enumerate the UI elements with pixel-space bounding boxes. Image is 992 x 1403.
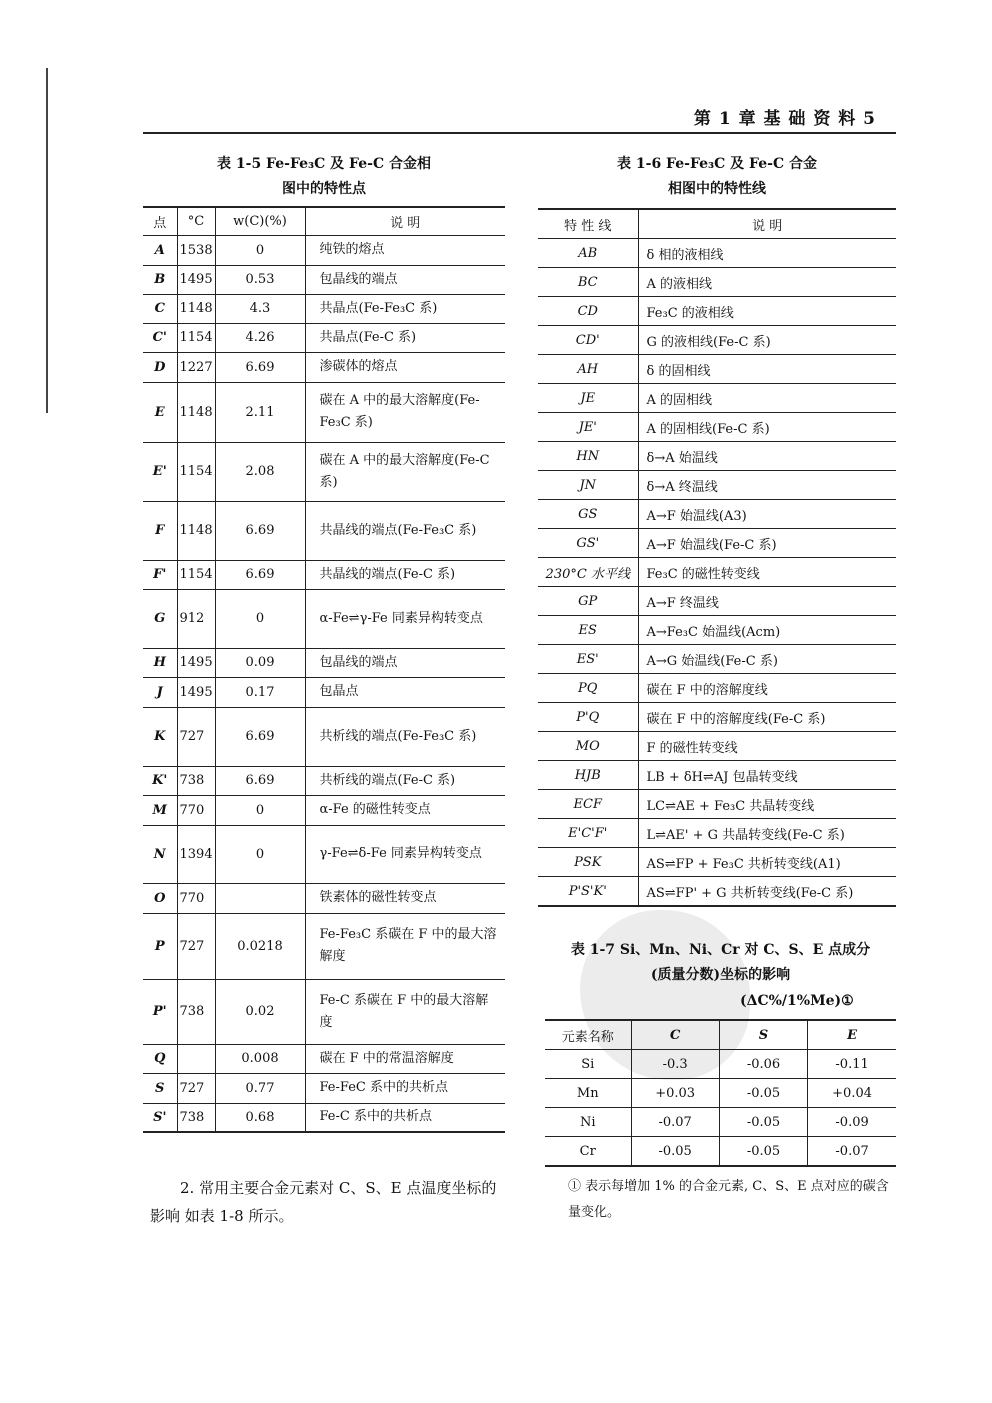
table-row — [538, 703, 896, 732]
table-row — [538, 355, 896, 384]
cell-c: -0.07 — [631, 1108, 719, 1137]
cell-element: Si — [581, 1056, 595, 1072]
cell-line: JN — [579, 477, 597, 493]
cell-description: A 的固相线(Fe-C 系) — [638, 413, 896, 442]
table-row — [143, 1044, 505, 1073]
cell-temp: 1227 — [177, 352, 215, 382]
cell-line: JE — [580, 390, 596, 406]
cell-carbon: 2.08 — [215, 442, 305, 501]
cell-description: AS⇌FP' + G 共析转变线(Fe-C 系) — [638, 877, 896, 907]
table-row — [538, 587, 896, 616]
cell-description: A→Fe₃C 始温线(Acm) — [638, 616, 896, 645]
cell-line: GS' — [576, 535, 600, 551]
cell-carbon: 0.008 — [215, 1044, 305, 1073]
table-row — [538, 471, 896, 500]
cell-carbon: 0 — [215, 589, 305, 648]
cell-point: N — [153, 846, 166, 862]
cell-line: P'S'K' — [568, 883, 607, 899]
cell-temp: 912 — [177, 589, 215, 648]
cell-e: -0.09 — [808, 1108, 896, 1137]
cell-temp — [177, 1044, 215, 1073]
cell-line: HJB — [574, 767, 601, 783]
cell-temp: 1538 — [177, 235, 215, 265]
table-1-7 — [545, 1019, 896, 1167]
cell-description: δ 的固相线 — [638, 355, 896, 384]
header-description: 说 明 — [305, 207, 505, 235]
cell-description: 碳在 F 中的溶解度线 — [638, 674, 896, 703]
table-row — [143, 501, 505, 560]
cell-temp: 727 — [177, 1073, 215, 1103]
cell-description: 共析线的端点(Fe-Fe₃C 系) — [305, 707, 505, 766]
table-1-7-caption-line2: (质量分数)坐标的影响 — [650, 967, 791, 983]
header-e: E — [808, 1020, 896, 1050]
cell-element: Ni — [579, 1114, 596, 1130]
table-row — [538, 616, 896, 645]
cell-description: δ→A 终温线 — [638, 471, 896, 500]
cell-temp: 770 — [177, 883, 215, 913]
table-row — [143, 766, 505, 795]
table-row — [538, 558, 896, 587]
cell-description: A→F 始温线(A3) — [638, 500, 896, 529]
cell-point: C' — [152, 330, 167, 345]
cell-line: AB — [578, 245, 598, 261]
cell-temp: 738 — [177, 1103, 215, 1132]
table-1-5 — [143, 206, 505, 1133]
cell-point: K' — [152, 773, 168, 788]
header-c: C — [631, 1020, 719, 1050]
cell-description: L⇌AE' + G 共晶转变线(Fe-C 系) — [638, 819, 896, 848]
body-paragraph: 2. 常用主要合金元素对 C、S、E 点温度坐标的影响 如表 1-8 所示。 — [150, 1179, 497, 1225]
cell-description: 共晶线的端点(Fe-C 系) — [305, 560, 505, 589]
cell-line: PQ — [578, 680, 598, 696]
header-line: 特 性 线 — [564, 218, 612, 234]
table-1-7-footnote: ① 表示每增加 1% 的合金元素, C、S、E 点对应的碳含量变化。 — [568, 1179, 889, 1220]
table-row — [538, 239, 896, 268]
cell-temp: 727 — [177, 707, 215, 766]
table-1-7-unit: (ΔC%/1%Me)① — [740, 993, 854, 1009]
cell-line: MO — [575, 738, 600, 754]
table-row — [538, 268, 896, 297]
cell-carbon — [215, 883, 305, 913]
cell-temp: 1495 — [177, 648, 215, 677]
cell-s: -0.05 — [719, 1137, 807, 1167]
header-point: 点 — [153, 215, 167, 231]
cell-line: GS — [578, 506, 598, 522]
cell-point: C — [154, 301, 165, 316]
table-row — [538, 877, 896, 907]
cell-point: A — [154, 242, 165, 258]
cell-line: ES — [578, 622, 597, 638]
cell-s: -0.06 — [719, 1050, 807, 1079]
cell-line: P'Q — [576, 709, 600, 725]
table-header-row — [538, 209, 896, 239]
cell-point: M — [152, 802, 167, 818]
table-row — [143, 1073, 505, 1103]
cell-temp: 1148 — [177, 382, 215, 442]
table-row — [143, 979, 505, 1044]
cell-point: E — [154, 404, 165, 420]
cell-temp: 1495 — [177, 265, 215, 294]
cell-carbon: 6.69 — [215, 707, 305, 766]
cell-description: Fe₃C 的磁性转变线 — [638, 558, 896, 587]
header-carbon: w(C)(%) — [215, 207, 305, 235]
cell-description: Fe-Fe₃C 系碳在 F 中的最大溶解度 — [305, 913, 505, 979]
cell-point: F' — [153, 567, 167, 582]
table-row — [143, 442, 505, 501]
cell-description: 渗碳体的熔点 — [305, 352, 505, 382]
cell-line: ECF — [573, 796, 602, 812]
cell-carbon: 0.02 — [215, 979, 305, 1044]
cell-point: P — [154, 938, 165, 954]
cell-carbon: 6.69 — [215, 501, 305, 560]
cell-c: -0.3 — [631, 1050, 719, 1079]
cell-line: ES' — [576, 651, 599, 667]
cell-carbon: 0.17 — [215, 677, 305, 707]
cell-description: LC⇌AE + Fe₃C 共晶转变线 — [638, 790, 896, 819]
table-row — [143, 560, 505, 589]
cell-description: F 的磁性转变线 — [638, 732, 896, 761]
cell-carbon: 2.11 — [215, 382, 305, 442]
cell-line: 230°C 水平线 — [545, 566, 630, 582]
cell-line: HN — [576, 448, 600, 464]
cell-point: E' — [152, 464, 167, 479]
cell-point: S' — [153, 1109, 167, 1125]
table-row — [538, 413, 896, 442]
cell-temp: 738 — [177, 979, 215, 1044]
cell-carbon: 0.68 — [215, 1103, 305, 1132]
cell-description: 碳在 A 中的最大溶解度(Fe-Fe₃C 系) — [305, 382, 505, 442]
cell-carbon: 4.26 — [215, 323, 305, 352]
cell-point: B — [154, 272, 166, 287]
cell-temp: 1154 — [177, 560, 215, 589]
cell-s: -0.05 — [719, 1108, 807, 1137]
cell-description: 碳在 A 中的最大溶解度(Fe-C 系) — [305, 442, 505, 501]
cell-e: -0.11 — [808, 1050, 896, 1079]
cell-element: Mn — [576, 1085, 599, 1101]
cell-description: 包晶点 — [305, 677, 505, 707]
cell-carbon: 4.3 — [215, 294, 305, 323]
cell-s: -0.05 — [719, 1079, 807, 1108]
cell-description: α-Fe⇌γ-Fe 同素异构转变点 — [305, 589, 505, 648]
cell-carbon: 6.69 — [215, 766, 305, 795]
cell-temp: 727 — [177, 913, 215, 979]
cell-line: E'C'F' — [568, 825, 608, 841]
cell-description: Fe-FeC 系中的共析点 — [305, 1073, 505, 1103]
cell-description: 碳在 F 中的溶解度线(Fe-C 系) — [638, 703, 896, 732]
cell-description: 共晶点(Fe-Fe₃C 系) — [305, 294, 505, 323]
table-row — [538, 732, 896, 761]
cell-carbon: 0 — [215, 825, 305, 883]
table-row — [545, 1050, 896, 1079]
cell-point: F — [155, 523, 165, 538]
table-1-5-caption-line2: 图中的特性点 — [282, 181, 366, 197]
table-row — [143, 648, 505, 677]
table-row — [143, 323, 505, 352]
cell-description: G 的液相线(Fe-C 系) — [638, 326, 896, 355]
cell-c: -0.05 — [631, 1137, 719, 1167]
cell-point: K — [154, 729, 166, 744]
cell-point: Q — [154, 1051, 166, 1066]
cell-point: H — [153, 655, 166, 670]
cell-point: S — [155, 1080, 165, 1096]
cell-description: Fe₃C 的液相线 — [638, 297, 896, 326]
cell-description: AS⇌FP + Fe₃C 共析转变线(A1) — [638, 848, 896, 877]
cell-point: D — [154, 359, 166, 375]
table-row — [143, 1103, 505, 1132]
cell-carbon: 0.77 — [215, 1073, 305, 1103]
table-row — [143, 352, 505, 382]
table-row — [143, 825, 505, 883]
cell-line: GP — [578, 593, 598, 609]
table-row — [143, 382, 505, 442]
table-row — [143, 913, 505, 979]
table-row — [143, 589, 505, 648]
table-row — [143, 294, 505, 323]
cell-description: A 的固相线 — [638, 384, 896, 413]
cell-temp: 770 — [177, 795, 215, 825]
margin-line — [46, 68, 48, 413]
table-header-row — [143, 207, 505, 235]
cell-description: Fe-C 系中的共析点 — [305, 1103, 505, 1132]
cell-temp: 1148 — [177, 294, 215, 323]
table-row — [538, 761, 896, 790]
cell-description: A→F 终温线 — [638, 587, 896, 616]
cell-point: P' — [152, 1004, 167, 1019]
cell-description: 共析线的端点(Fe-C 系) — [305, 766, 505, 795]
running-header: 第 1 章 基 础 资 料 5 — [693, 109, 876, 129]
cell-description: 纯铁的熔点 — [305, 235, 505, 265]
cell-temp: 1394 — [177, 825, 215, 883]
header-rule — [143, 132, 896, 134]
cell-carbon: 0.53 — [215, 265, 305, 294]
cell-description: δ→A 始温线 — [638, 442, 896, 471]
cell-description: Fe-C 系碳在 F 中的最大溶解度 — [305, 979, 505, 1044]
cell-element: Cr — [579, 1143, 596, 1159]
table-header-row — [545, 1020, 896, 1050]
table-row — [143, 883, 505, 913]
cell-e: -0.07 — [808, 1137, 896, 1167]
header-description: 说 明 — [638, 209, 896, 239]
table-1-7-caption-line1: 表 1-7 Si、Mn、Ni、Cr 对 C、S、E 点成分 — [570, 942, 871, 958]
cell-point: G — [154, 611, 166, 626]
cell-description: 碳在 F 中的常温溶解度 — [305, 1044, 505, 1073]
cell-description: 包晶线的端点 — [305, 265, 505, 294]
cell-point: J — [156, 684, 163, 700]
table-row — [538, 645, 896, 674]
table-1-7-body — [545, 1050, 896, 1167]
header-s: S — [719, 1020, 807, 1050]
table-row — [538, 790, 896, 819]
table-1-6-body — [538, 239, 896, 907]
cell-line: PSK — [574, 854, 602, 870]
cell-line: CD' — [575, 332, 600, 348]
table-1-5-caption — [143, 152, 505, 202]
cell-description: δ 相的液相线 — [638, 239, 896, 268]
table-row — [545, 1137, 896, 1167]
cell-description: γ-Fe⇌δ-Fe 同素异构转变点 — [305, 825, 505, 883]
cell-description: α-Fe 的磁性转变点 — [305, 795, 505, 825]
table-1-6-caption-line2: 相图中的特性线 — [668, 181, 766, 197]
cell-description: 铁素体的磁性转变点 — [305, 883, 505, 913]
table-1-6 — [538, 208, 896, 907]
table-1-6-caption — [538, 152, 896, 202]
cell-description: A→F 始温线(Fe-C 系) — [638, 529, 896, 558]
table-row — [538, 674, 896, 703]
cell-description: 共晶线的端点(Fe-Fe₃C 系) — [305, 501, 505, 560]
cell-temp: 1154 — [177, 442, 215, 501]
cell-line: JE' — [578, 419, 597, 435]
table-row — [143, 795, 505, 825]
table-row — [538, 384, 896, 413]
table-row — [538, 326, 896, 355]
cell-temp: 1495 — [177, 677, 215, 707]
table-1-5-body — [143, 235, 505, 1132]
cell-c: +0.03 — [631, 1079, 719, 1108]
cell-carbon: 0 — [215, 235, 305, 265]
table-row — [538, 529, 896, 558]
table-row — [538, 442, 896, 471]
cell-e: +0.04 — [808, 1079, 896, 1108]
table-1-6-caption-line1: 表 1-6 Fe-Fe₃C 及 Fe-C 合金 — [617, 156, 817, 172]
table-row — [538, 297, 896, 326]
table-1-7-caption — [545, 938, 896, 988]
cell-description: 共晶点(Fe-C 系) — [305, 323, 505, 352]
table-row — [143, 677, 505, 707]
cell-carbon: 6.69 — [215, 352, 305, 382]
header-temp: °C — [177, 207, 215, 235]
cell-line: CD — [577, 303, 598, 319]
cell-description: A 的液相线 — [638, 268, 896, 297]
table-row — [545, 1079, 896, 1108]
cell-carbon: 0.0218 — [215, 913, 305, 979]
cell-description: A→G 始温线(Fe-C 系) — [638, 645, 896, 674]
cell-line: BC — [577, 274, 598, 290]
table-row — [538, 500, 896, 529]
cell-temp: 738 — [177, 766, 215, 795]
cell-description: LB + δH⇌AJ 包晶转变线 — [638, 761, 896, 790]
cell-temp: 1148 — [177, 501, 215, 560]
cell-line: AH — [577, 361, 599, 377]
cell-temp: 1154 — [177, 323, 215, 352]
table-row — [143, 235, 505, 265]
cell-carbon: 0 — [215, 795, 305, 825]
cell-description: 包晶线的端点 — [305, 648, 505, 677]
table-row — [143, 265, 505, 294]
table-row — [545, 1108, 896, 1137]
header-element: 元素名称 — [561, 1029, 614, 1045]
cell-point: O — [154, 890, 166, 906]
table-1-5-caption-line1: 表 1-5 Fe-Fe₃C 及 Fe-C 合金相 — [217, 156, 431, 172]
table-row — [538, 819, 896, 848]
table-row — [538, 848, 896, 877]
cell-carbon: 0.09 — [215, 648, 305, 677]
table-row — [143, 707, 505, 766]
cell-carbon: 6.69 — [215, 560, 305, 589]
